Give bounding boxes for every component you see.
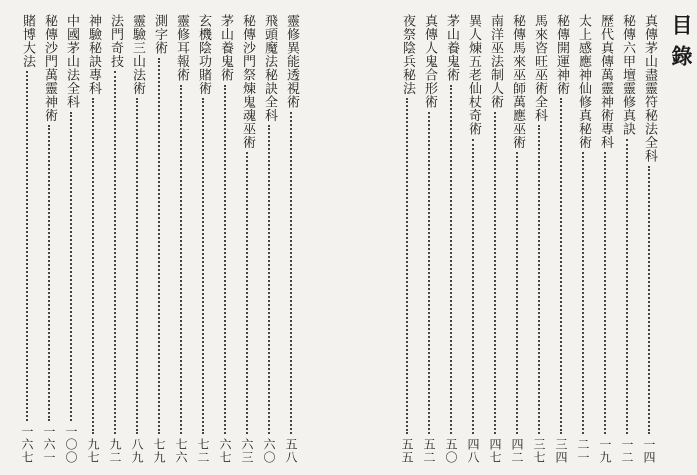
dot-leader xyxy=(92,98,94,434)
dot-leader xyxy=(538,125,540,434)
dot-leader xyxy=(604,152,606,434)
toc-entry[interactable] xyxy=(151,14,167,464)
toc-entry-title: 測字術 xyxy=(152,14,167,55)
dot-leader xyxy=(516,152,518,434)
toc-entry[interactable] xyxy=(107,14,123,464)
toc-entry-page-number: 二一 xyxy=(576,438,590,464)
dot-leader xyxy=(626,139,628,435)
toc-entry[interactable] xyxy=(217,14,233,464)
toc-entry-page-number: 七六 xyxy=(174,438,188,464)
dot-leader xyxy=(224,85,226,435)
toc-entry-title: 夜祭陰兵秘法 xyxy=(400,14,415,95)
toc-entry-page-number: 一六七 xyxy=(20,425,34,464)
toc-entry[interactable] xyxy=(239,14,255,464)
toc-entry-title: 秘傳沙門祭煉鬼魂巫術 xyxy=(240,14,255,149)
page-title: 目錄 xyxy=(669,14,694,76)
dot-leader xyxy=(450,85,452,435)
toc-entry[interactable] xyxy=(173,14,189,464)
dot-leader xyxy=(648,166,650,435)
toc-entry-title: 馬來咨旺巫術全科 xyxy=(532,14,547,122)
toc-entry[interactable] xyxy=(399,14,415,464)
right-page xyxy=(348,0,697,475)
toc-entry[interactable] xyxy=(487,14,503,464)
toc-entry-title: 秘傳六甲壇靈修真訣 xyxy=(620,14,635,136)
toc-entry-page-number: 三七 xyxy=(532,438,546,464)
toc-entry-title: 茅山養鬼術 xyxy=(218,14,233,82)
dot-leader xyxy=(406,98,408,434)
toc-entry[interactable] xyxy=(41,14,57,464)
toc-entry-title: 秘傳沙門萬靈神術 xyxy=(42,14,57,122)
toc-entry[interactable] xyxy=(597,14,613,464)
toc-entry-page-number: 六〇 xyxy=(262,438,276,464)
toc-entry-title: 秘傳馬來巫師萬應巫術 xyxy=(510,14,525,149)
toc-entry-page-number: 四七 xyxy=(488,438,502,464)
toc-entry[interactable] xyxy=(195,14,211,464)
toc-entry-page-number: 九二 xyxy=(108,438,122,464)
toc-entry[interactable] xyxy=(443,14,459,464)
toc-entry-page-number: 五八 xyxy=(284,438,298,464)
toc-entry-page-number: 五〇 xyxy=(444,438,458,464)
dot-leader xyxy=(114,71,116,434)
toc-entry-page-number: 一九 xyxy=(598,438,612,464)
toc-entry-page-number: 一六一 xyxy=(42,425,56,464)
toc-entry[interactable] xyxy=(421,14,437,464)
toc-entry-page-number: 八九 xyxy=(130,438,144,464)
toc-entry-title: 中國茅山法全科 xyxy=(64,14,79,109)
dot-leader xyxy=(268,125,270,434)
toc-entry-page-number: 五五 xyxy=(400,438,414,464)
toc-entry-page-number: 三四 xyxy=(554,438,568,464)
toc-entry-title: 法門奇技 xyxy=(108,14,123,68)
toc-entry-title: 靈修耳報術 xyxy=(174,14,189,82)
dot-leader xyxy=(26,71,28,421)
toc-entry-page-number: 七二 xyxy=(196,438,210,464)
toc-entry[interactable] xyxy=(129,14,145,464)
dot-leader xyxy=(246,152,248,434)
dot-leader xyxy=(70,112,72,422)
dot-leader xyxy=(136,98,138,434)
dot-leader xyxy=(472,139,474,435)
toc-entry-title: 玄機陰功賭術 xyxy=(196,14,211,95)
dot-leader xyxy=(48,125,50,421)
toc-entry[interactable] xyxy=(619,14,635,464)
toc-entry-page-number: 四二 xyxy=(510,438,524,464)
toc-entry-title: 南洋巫法制人術 xyxy=(488,14,503,109)
toc-entry-page-number: 六三 xyxy=(240,438,254,464)
dot-leader xyxy=(202,98,204,434)
toc-entry-page-number: 六七 xyxy=(218,438,232,464)
toc-entry[interactable] xyxy=(63,14,79,464)
toc-entry[interactable] xyxy=(283,14,299,464)
dot-leader xyxy=(428,112,430,435)
toc-entry-title: 歷代真傳萬靈神術專科 xyxy=(598,14,613,149)
toc-entry-page-number: 一二 xyxy=(620,438,634,464)
dot-leader xyxy=(494,112,496,435)
toc-entry-title: 太上感應神仙修真秘術 xyxy=(576,14,591,149)
toc-entry-title: 賭博大法 xyxy=(20,14,35,68)
toc-entry-page-number: 一〇〇 xyxy=(64,425,78,464)
toc-entry[interactable] xyxy=(85,14,101,464)
dot-leader xyxy=(582,152,584,434)
toc-entry[interactable] xyxy=(509,14,525,464)
toc-entry-page-number: 九七 xyxy=(86,438,100,464)
toc-entry[interactable] xyxy=(465,14,481,464)
toc-entry-page-number: 七九 xyxy=(152,438,166,464)
toc-entry-title: 靈修異能透視術 xyxy=(284,14,299,109)
toc-entry-title: 飛頭魔法秘訣全科 xyxy=(262,14,277,122)
toc-entry-title: 茅山養鬼術 xyxy=(444,14,459,82)
toc-entry-page-number: 四八 xyxy=(466,438,480,464)
toc-entry-title: 真傳茅山盡靈符秘法全科 xyxy=(642,14,657,163)
toc-entry-title: 神驗秘訣專科 xyxy=(86,14,101,95)
toc-entry[interactable] xyxy=(531,14,547,464)
left-page xyxy=(0,0,348,475)
toc-entry-page-number: 一四 xyxy=(642,438,656,464)
dot-leader xyxy=(290,112,292,435)
toc-entry[interactable] xyxy=(553,14,569,464)
dot-leader xyxy=(560,98,562,434)
toc-entry-title: 靈驗三山法術 xyxy=(130,14,145,95)
toc-entry[interactable] xyxy=(261,14,277,464)
toc-entry-title: 異人煉五老仙杖奇術 xyxy=(466,14,481,136)
dot-leader xyxy=(180,85,182,435)
toc-entry[interactable] xyxy=(641,14,657,464)
toc-entry-page-number: 五二 xyxy=(422,438,436,464)
toc-entry[interactable] xyxy=(575,14,591,464)
toc-entry-title: 真傳人鬼合形術 xyxy=(422,14,437,109)
toc-entry-title: 秘傳開運神術 xyxy=(554,14,569,95)
dot-leader xyxy=(158,58,160,435)
toc-entry[interactable] xyxy=(19,14,35,464)
